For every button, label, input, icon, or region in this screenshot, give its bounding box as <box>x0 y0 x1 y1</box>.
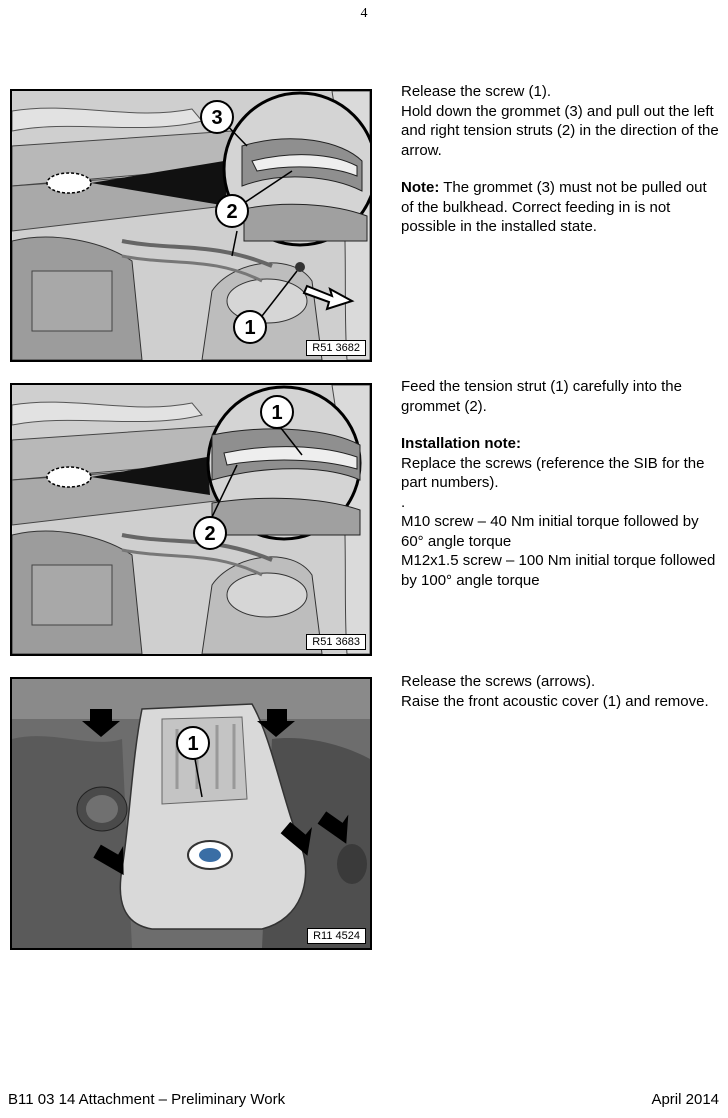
callout-3 <box>201 101 233 133</box>
installation-note-line: . <box>401 493 406 511</box>
instruction-line: Release the screw (1). <box>401 83 552 100</box>
installation-note-line: M12x1.5 screw – 100 Nm initial torque followed by 100° angle torque <box>401 552 716 589</box>
callout-2 <box>216 195 248 227</box>
figure-tension-strut-removal <box>10 89 372 362</box>
footer-document-title: B11 03 14 Attachment – Preliminary Work <box>8 1091 286 1108</box>
instruction-line: Raise the front acoustic cover (1) and remove. <box>401 692 709 710</box>
svg-text:1: 1 <box>271 402 283 424</box>
instruction-line: Release the screws (arrows). <box>401 673 596 690</box>
instruction-line: Feed the tension strut (1) carefully into the grommet (2). <box>401 378 682 415</box>
engine-bay-illustration <box>12 385 370 654</box>
figure-label: R11 4524 <box>307 928 366 944</box>
note-paragraph <box>401 178 723 237</box>
instructions-step-2 <box>401 377 723 590</box>
note-text: The grommet (3) must not be pulled out of the bulkhead. Correct feeding in is not possible in the installed state. <box>401 179 707 235</box>
installation-note-heading: Installation note: <box>401 435 521 452</box>
svg-text:2: 2 <box>226 201 238 223</box>
footer-date: April 2014 <box>651 1091 719 1108</box>
figure-label: R51 3682 <box>306 340 366 356</box>
figure-tension-strut-installation <box>10 383 372 656</box>
installation-note-line: Replace the screws (reference the SIB for the part numbers). <box>401 454 705 491</box>
instructions-step-3 <box>401 672 723 711</box>
figure-label: R51 3683 <box>306 634 366 650</box>
callout-2 <box>194 517 226 549</box>
svg-text:1: 1 <box>244 317 256 339</box>
svg-text:3: 3 <box>211 107 223 129</box>
svg-text:1: 1 <box>187 733 199 755</box>
svg-text:2: 2 <box>204 523 216 545</box>
note-label: Note: <box>401 179 440 196</box>
callout-1 <box>261 396 293 428</box>
installation-note-line: M10 screw – 40 Nm initial torque followed by 60° angle torque <box>401 513 699 550</box>
figure-acoustic-cover <box>10 677 372 950</box>
engine-bay-illustration <box>12 91 370 360</box>
callout-1 <box>234 311 266 343</box>
callout-1 <box>177 727 209 759</box>
instructions-step-1 <box>401 82 723 237</box>
instruction-line: Hold down the grommet (3) and pull out the left and right tension struts (2) in the direction of the arrow. <box>401 102 719 159</box>
engine-photo <box>12 679 370 948</box>
page-number: 4 <box>360 6 368 21</box>
